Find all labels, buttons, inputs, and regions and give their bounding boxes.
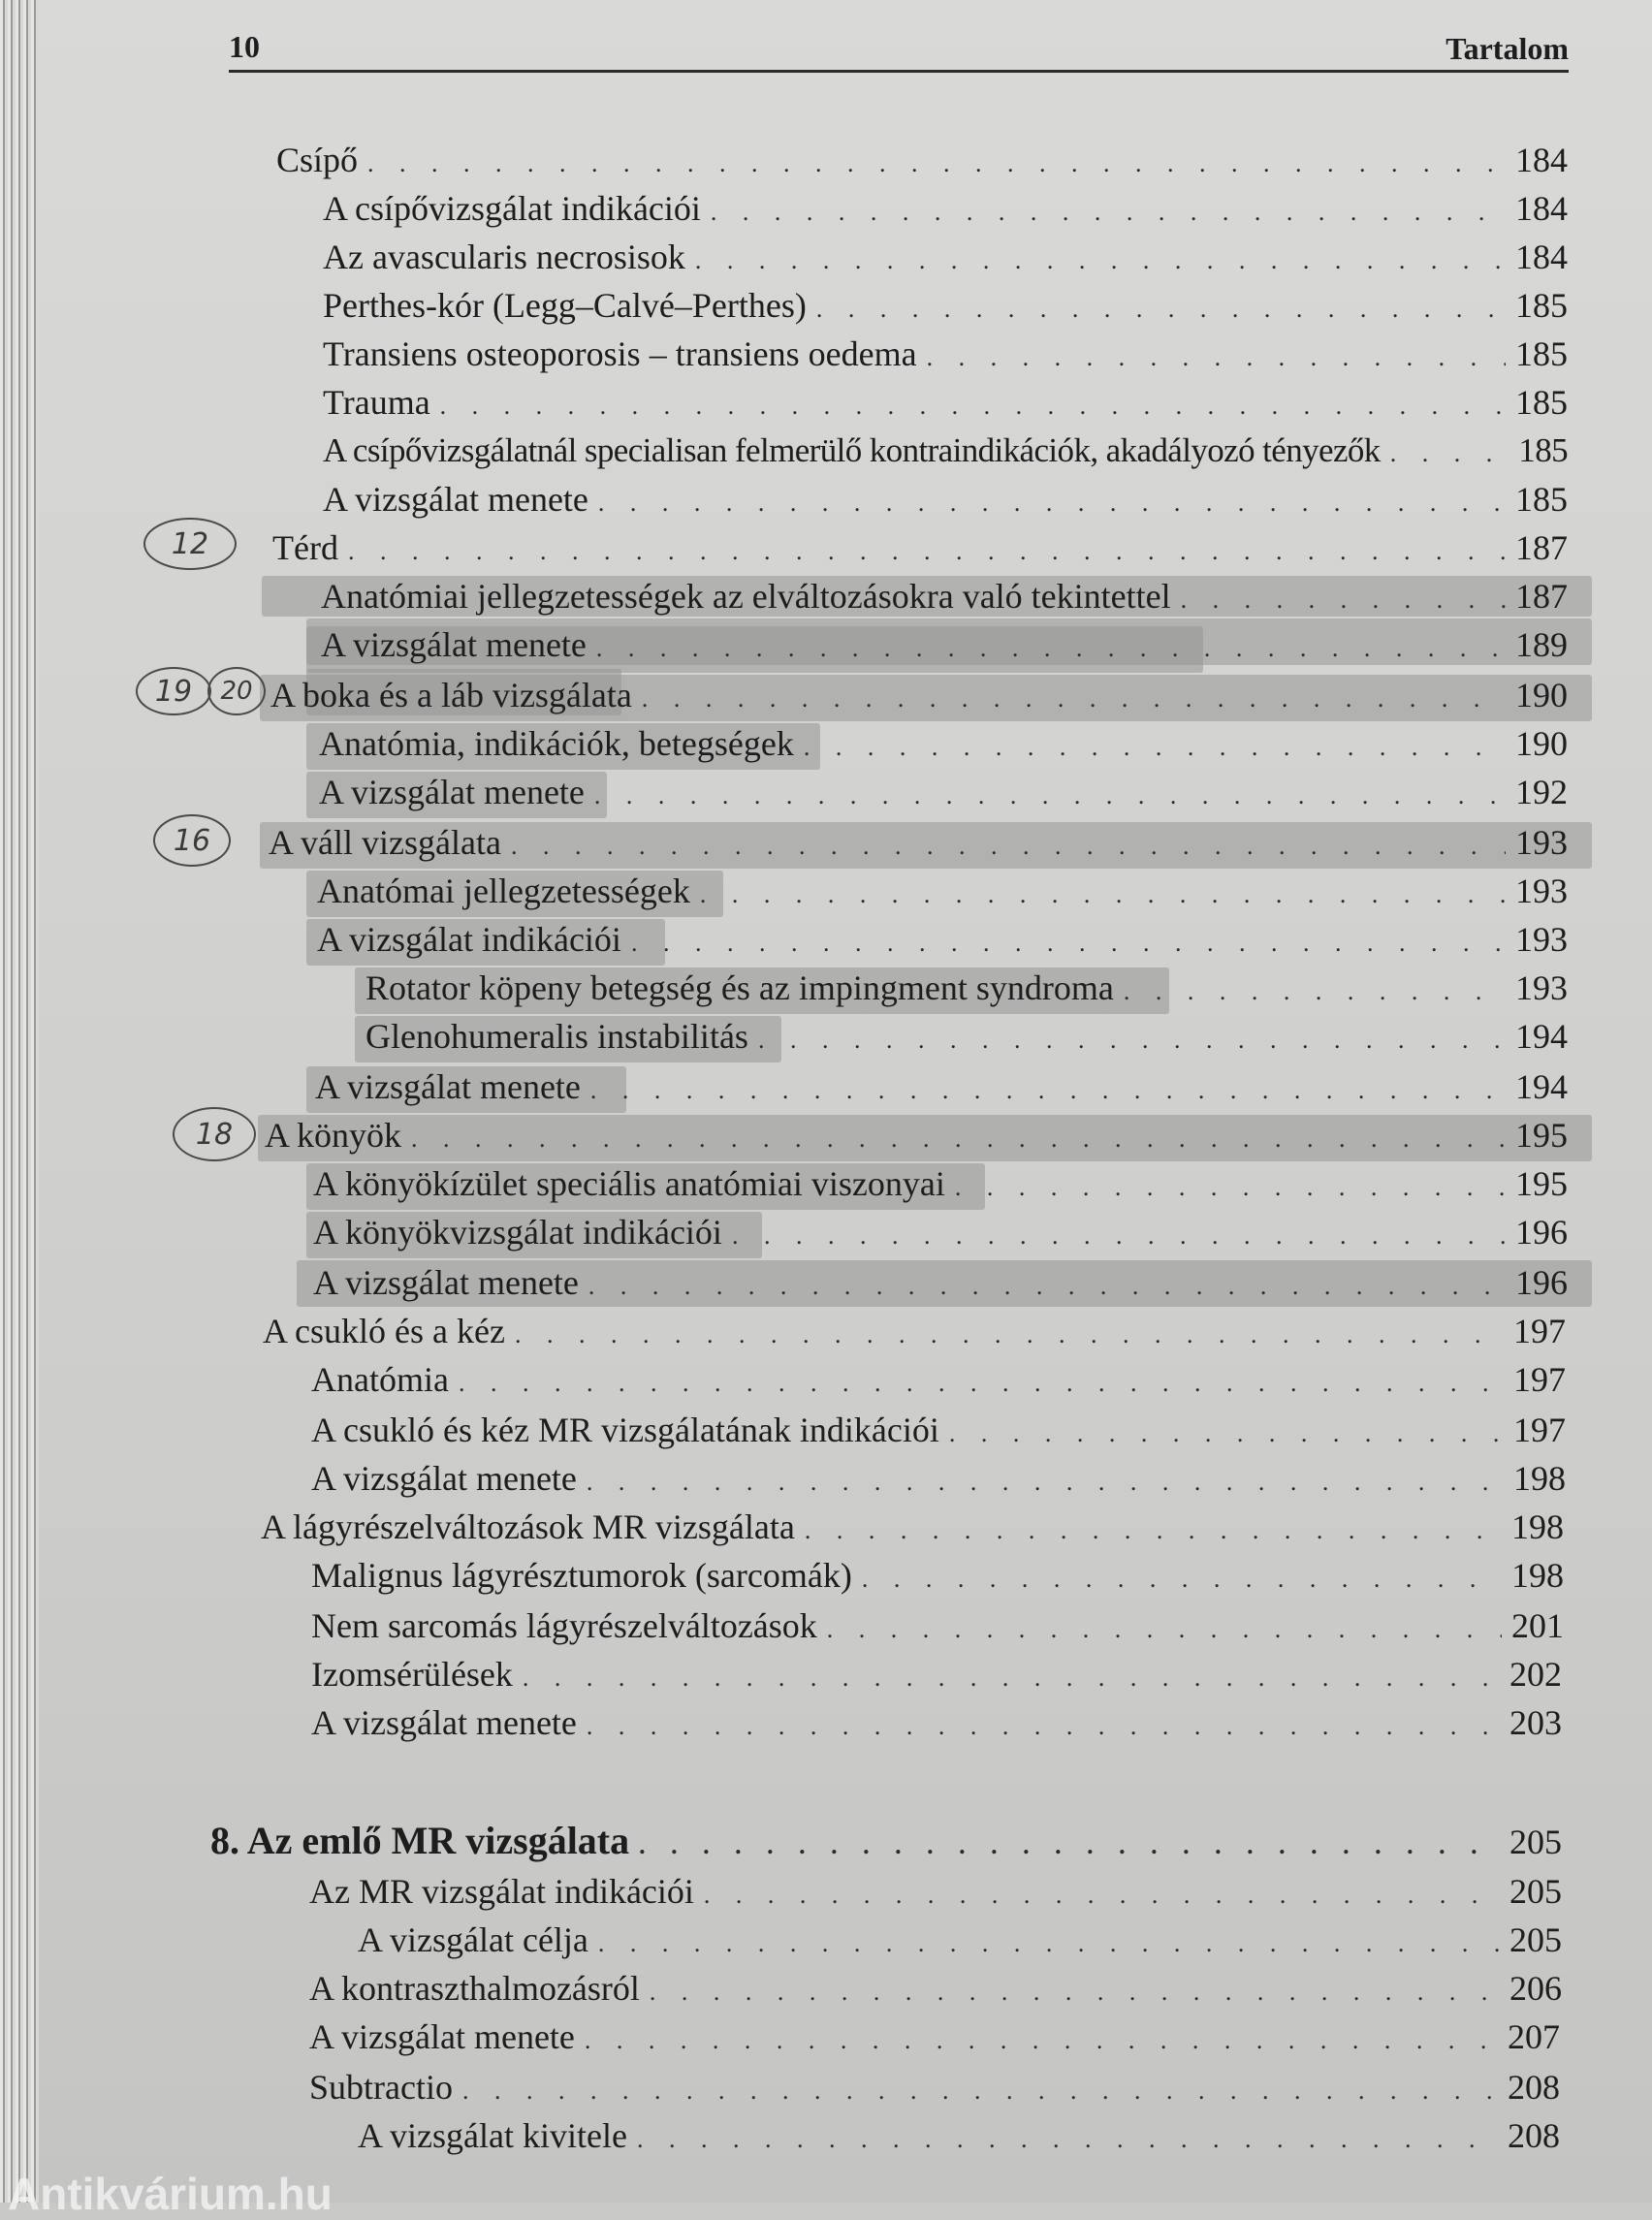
toc-entry: A könyök . . . 195	[265, 1111, 1568, 1159]
toc-entry: Anatómiai jellegzetességek az elváltozásokra való tekintettel . . . 187	[321, 572, 1568, 620]
toc-entry: A vizsgálat indikációi . . . 193	[317, 915, 1568, 964]
toc-entry: A kontraszthalmozásról . . . 206	[309, 1964, 1562, 2013]
watermark-text: Antikvárium.hu	[8, 2169, 333, 2219]
page-number: 10	[229, 29, 260, 64]
toc-entry: Trauma . . . 185	[323, 378, 1568, 427]
running-title: Tartalom	[1446, 31, 1569, 66]
toc-entry: Anatómai jellegzetességek . . . 193	[317, 867, 1568, 915]
toc-entry: Rotator köpeny betegség és az impingment syndroma . . . 193	[365, 964, 1568, 1012]
toc-entry: Térd . . . 187	[272, 523, 1568, 572]
handwritten-circle-mark: 19	[136, 667, 211, 715]
toc-entry: A vizsgálat menete . . . 198	[311, 1454, 1566, 1503]
toc-entry: Subtractio . . . 208	[309, 2063, 1560, 2111]
page-edge	[0, 0, 39, 2203]
toc-entry: A boka és a láb vizsgálata . . . 190	[270, 671, 1568, 719]
toc-entry: Csípő . . . 184	[276, 136, 1568, 184]
toc-entry: A könyökvizsgálat indikációi . . . 196	[313, 1208, 1568, 1256]
toc-entry: Transiens osteoporosis – transiens oedema . . . 185	[323, 330, 1568, 378]
toc-entry: A könyökízület speciális anatómiai viszonyai . . . 195	[313, 1159, 1568, 1208]
toc-entry: A vizsgálat menete . . . 196	[313, 1258, 1568, 1307]
toc-entry: A vizsgálat menete . . . 185	[323, 475, 1568, 523]
handwritten-circle-mark: 20	[207, 667, 266, 715]
toc-entry: Izomsérülések . . . 202	[311, 1650, 1562, 1698]
toc-entry: A vizsgálat menete . . . 194	[315, 1062, 1568, 1111]
toc-entry: Az avascularis necrosisok . . . 184	[323, 233, 1568, 281]
toc-entry: A váll vizsgálata . . . 193	[269, 818, 1568, 867]
toc-entry: A vizsgálat menete . . . 192	[319, 768, 1568, 816]
page-header	[229, 25, 1569, 73]
toc-entry: A csukló és a kéz . . . 197	[263, 1307, 1566, 1355]
handwritten-circle-mark: 18	[173, 1107, 256, 1161]
toc-entry: Malignus lágyrésztumorok (sarcomák) . . . 198	[311, 1551, 1564, 1600]
handwritten-circle-mark: 12	[143, 518, 237, 570]
handwritten-circle-mark: 16	[153, 814, 231, 867]
toc-entry: A vizsgálat kivitele . . . 208	[358, 2111, 1560, 2160]
toc-entry: Anatómia, indikációk, betegségek . . . 190	[319, 719, 1568, 768]
toc-entry: A csípővizsgálat indikációi . . . 184	[323, 184, 1568, 233]
toc-entry: A vizsgálat menete . . . 189	[321, 620, 1568, 669]
toc-entry: A lágyrészelváltozások MR vizsgálata . . . 198	[261, 1503, 1564, 1551]
chapter-entry: 8. Az emlő MR vizsgálata . . . 205	[210, 1817, 1562, 1865]
toc-entry: A csípővizsgálatnál specialisan felmerülő kontraindikációk, akadályozó tényezők . . . 185	[323, 427, 1568, 475]
toc-entry: Anatómia . . . 197	[311, 1355, 1566, 1404]
toc-entry: A csukló és kéz MR vizsgálatának indikációi . . . 197	[311, 1406, 1566, 1454]
toc-entry: A vizsgálat célja . . . 205	[358, 1916, 1562, 1964]
toc-entry: Az MR vizsgálat indikációi . . . 205	[309, 1867, 1562, 1916]
toc-entry: A vizsgálat menete . . . 207	[309, 2013, 1560, 2061]
toc-entry: Glenohumeralis instabilitás . . . 194	[365, 1012, 1568, 1061]
toc-entry: Nem sarcomás lágyrészelváltozások . . . 201	[311, 1602, 1564, 1650]
toc-entry: Perthes-kór (Legg–Calvé–Perthes) . . . 185	[323, 281, 1568, 330]
toc-entry: A vizsgálat menete . . . 203	[311, 1698, 1562, 1747]
